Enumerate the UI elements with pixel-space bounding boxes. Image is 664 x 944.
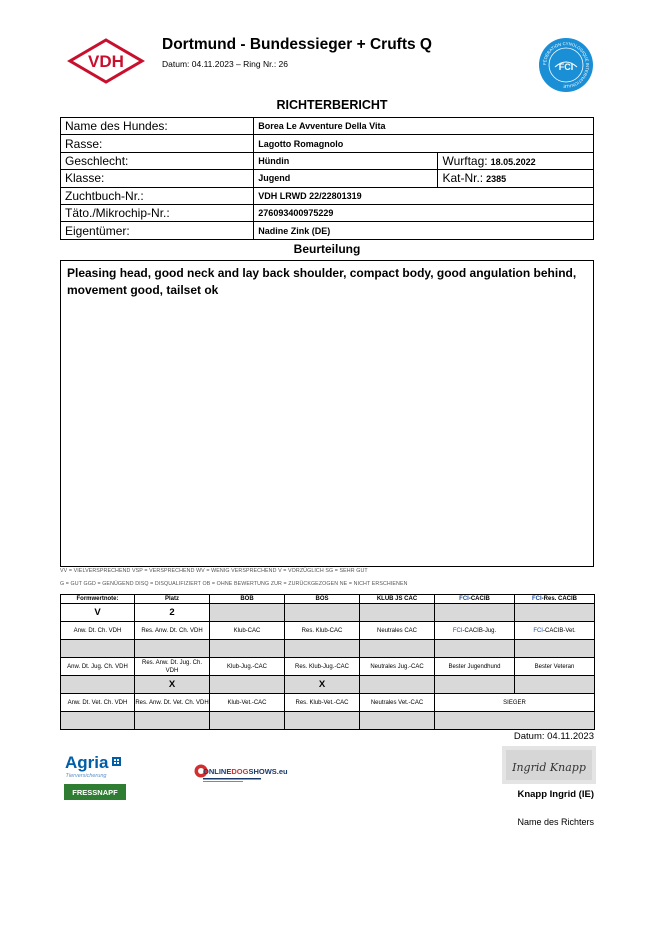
legend-line-1: VV = VIELVERSPRECHEND VSP = VERSPRECHEND WV = WENIG VERSPRECHEND V = VORZÜGLICH SG = SEHR GUT [60, 568, 368, 574]
judge-name: Knapp Ingrid (IE) [517, 789, 594, 800]
neutrales-jug-cac-value [360, 676, 435, 694]
sex-label: Geschlecht: [61, 152, 254, 169]
klub-vet-cac-header: Klub-Vet.-CAC [210, 694, 285, 712]
klub-jug-cac-value [210, 676, 285, 694]
bos-value [285, 604, 360, 622]
formwertnote-value: V [61, 604, 135, 622]
name-value: Borea Le Avventure Della Vita [254, 118, 594, 135]
res-klub-vet-cac-value [285, 712, 360, 730]
agria-fressnapf-logo [64, 750, 128, 802]
vdh-logo [68, 38, 144, 84]
anw-dt-jug-ch-value [61, 676, 135, 694]
fci-logo [538, 37, 594, 93]
show-date-ring: Datum: 04.11.2023 – Ring Nr.: 26 [162, 59, 289, 69]
catalog-number-value: 2385 [486, 174, 507, 185]
name-label: Name des Hundes: [61, 118, 254, 135]
cacib-jug-label: -CACIB-Jug. [462, 627, 497, 634]
res-cacib-header-label: -Res. CACIB [541, 596, 577, 602]
bester-veteran-value [515, 676, 595, 694]
anw-dt-jug-ch-header: Anw. Dt. Jug. Ch. VDH [61, 658, 135, 676]
klub-js-cac-value [360, 604, 435, 622]
cacib-vet-label: -CACIB-Vet. [542, 627, 576, 634]
cacib-header-label: -CACIB [468, 596, 490, 602]
klub-cac-header: Klub-CAC [210, 622, 285, 640]
klub-jug-cac-header: Klub-Jug.-CAC [210, 658, 285, 676]
page-title: Dortmund - Bundessieger + Crufts Q [162, 36, 432, 53]
owner-label: Eigentümer: [61, 222, 254, 239]
klub-vet-cac-value [210, 712, 285, 730]
res-klub-jug-cac-header: Res. Klub-Jug.-CAC [285, 658, 360, 676]
onlinedogshows-logo [194, 760, 288, 788]
neutrales-cac-header: Neutrales CAC [360, 622, 435, 640]
bester-jugendhund-header: Bester Jugendhund [435, 658, 515, 676]
legend-line-2: G = GUT GGD = GENÜGEND DISQ = DISQUALIFIZIERT OB = OHNE BEWERTUNG ZUR = ZURÜCKGEZOGEN NE = NICHT ERSCHIENEN [60, 581, 408, 587]
catalog-number-label: Kat-Nr.: [442, 171, 484, 186]
breed-label: Rasse: [61, 135, 254, 152]
birth-date-label: Wurftag: [442, 153, 488, 168]
svg-text:FRESSNAPF: FRESSNAPF [72, 788, 118, 797]
sieger-header: SIEGER [435, 694, 595, 712]
birth-date-value: 18.05.2022 [490, 156, 536, 167]
anw-dt-vet-ch-value [61, 712, 135, 730]
assessment-box [60, 260, 594, 567]
res-klub-cac-value [285, 640, 360, 658]
klub-js-cac-header: KLUB JS CAC [360, 595, 435, 604]
class-value: Jugend [254, 170, 438, 187]
svg-text:Tierversicherung: Tierversicherung [65, 773, 107, 779]
report-heading: RICHTERBERICHT [276, 98, 388, 112]
res-klub-vet-cac-header: Res. Klub-Vet.-CAC [285, 694, 360, 712]
catalog-number-cell [438, 170, 594, 187]
cacib-vet-header [515, 622, 595, 640]
studbook-value: VDH LRWD 22/22801319 [254, 187, 594, 204]
cacib-value [435, 604, 515, 622]
res-anw-dt-jug-ch-value: X [135, 676, 210, 694]
anw-dt-ch-header: Anw. Dt. Ch. VDH [61, 622, 135, 640]
judge-signature [502, 746, 596, 784]
chip-label: Täto./Mikrochip-Nr.: [61, 204, 254, 221]
formwertnote-header: Formwertnote: [61, 595, 135, 604]
breed-value: Lagotto Romagnolo [254, 135, 594, 152]
fci-prefix: FCI [531, 596, 542, 602]
assessment-text: Pleasing head, good neck and lay back shoulder, compact body, good angulation behind, movement good, tailset ok [67, 266, 577, 297]
anw-dt-vet-ch-header: Anw. Dt. Vet. Ch. VDH [61, 694, 135, 712]
neutrales-vet-cac-value [360, 712, 435, 730]
anw-dt-ch-value [61, 640, 135, 658]
res-cacib-header [515, 595, 595, 604]
cacib-vet-value [515, 640, 595, 658]
res-anw-dt-vet-ch-header: Res. Anw. Dt. Vet. Ch. VDH [135, 694, 210, 712]
owner-value: Nadine Zink (DE) [254, 222, 594, 239]
res-anw-dt-vet-ch-value [135, 712, 210, 730]
cacib-header [435, 595, 515, 604]
svg-text:FCI: FCI [558, 62, 574, 72]
neutrales-cac-value [360, 640, 435, 658]
svg-text:VDH: VDH [88, 52, 124, 71]
bos-header: BOS [285, 595, 360, 604]
assessment-title: Beurteilung [293, 242, 361, 256]
res-cacib-value [515, 604, 595, 622]
fci-prefix: FCI [452, 627, 463, 634]
studbook-label: Zuchtbuch-Nr.: [61, 187, 254, 204]
res-anw-dt-jug-ch-header: Res. Anw. Dt. Jug. Ch. VDH [135, 658, 210, 676]
cacib-jug-header [435, 622, 515, 640]
res-klub-jug-cac-value: X [285, 676, 360, 694]
fci-prefix: FCI [459, 596, 469, 602]
klub-cac-value [210, 640, 285, 658]
svg-text:Ingrid Knapp: Ingrid Knapp [512, 761, 586, 774]
bob-header: BOB [210, 595, 285, 604]
dog-info-table [60, 117, 594, 240]
bester-jugendhund-value [435, 676, 515, 694]
svg-text:FÉDÉRATION CYNOLOGIQUE INTERNA: FÉDÉRATION CYNOLOGIQUE INTERNATIONALE [541, 40, 591, 90]
chip-value: 276093400975229 [254, 204, 594, 221]
res-anw-dt-ch-header: Res. Anw. Dt. Ch. VDH [135, 622, 210, 640]
neutrales-jug-cac-header: Neutrales Jug.-CAC [360, 658, 435, 676]
class-label: Klasse: [61, 170, 254, 187]
res-klub-cac-header: Res. Klub-CAC [285, 622, 360, 640]
placement-header: Platz [135, 595, 210, 604]
birth-date-cell [438, 152, 594, 169]
sex-value: Hündin [254, 152, 438, 169]
report-date: Datum: 04.11.2023 [513, 731, 594, 742]
bester-veteran-header: Bester Veteran [515, 658, 595, 676]
neutrales-vet-cac-header: Neutrales Vet.-CAC [360, 694, 435, 712]
res-anw-dt-ch-value [135, 640, 210, 658]
fci-prefix: FCI [533, 627, 543, 634]
results-table [60, 594, 595, 730]
bob-value [210, 604, 285, 622]
cacib-jug-value [435, 640, 515, 658]
sieger-value [435, 712, 595, 730]
judge-caption: Name des Richters [517, 817, 594, 827]
svg-text:Agria: Agria [65, 753, 109, 772]
svg-text:ONLINEDOGSHOWS.eu: ONLINEDOGSHOWS.eu [203, 767, 288, 776]
placement-value: 2 [135, 604, 210, 622]
